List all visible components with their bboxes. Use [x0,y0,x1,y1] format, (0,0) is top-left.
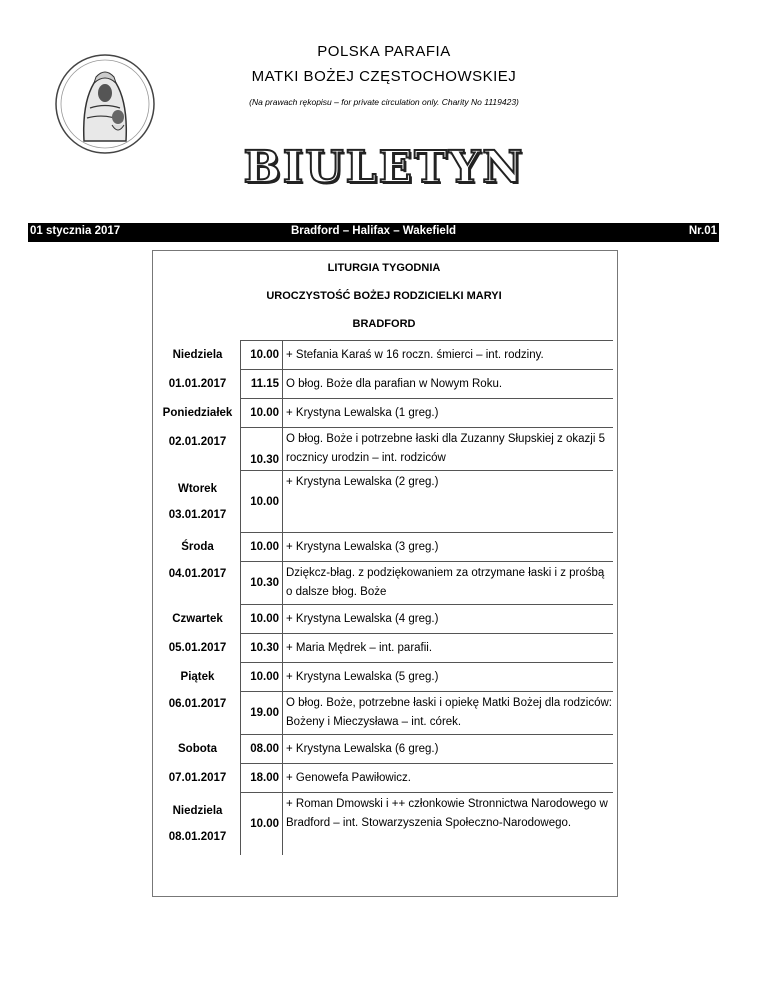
time-cell: 10.00 [241,399,283,428]
intention-cell: + Krystyna Lewalska (6 greg.) [283,735,614,764]
locations: Bradford – Halifax – Wakefield [290,225,457,237]
intention-cell: + Krystyna Lewalska (2 greg.) [283,471,614,533]
intention-cell: O błog. Boże dla parafian w Nowym Roku. [283,370,614,399]
time-cell: 11.15 [241,370,283,399]
day-name: Wtorek [178,482,217,495]
day-date: 03.01.2017 [168,508,227,521]
masthead: BIULETYN [243,142,525,193]
intention-cell: + Krystyna Lewalska (3 greg.) [283,533,614,562]
table-row [155,471,613,533]
time-cell: 10.30 [241,634,283,663]
table-row [155,663,613,692]
day-cell [155,793,241,855]
intention-cell: Dziękcz-błag. z podziękowaniem za otrzymane łaski i z prośbą o dalsze błog. Boże [283,562,614,605]
table-row [155,562,613,605]
intention-cell: + Stefania Karaś w 16 roczn. śmierci – int. rodziny. [283,341,614,370]
table-row [155,793,613,855]
table-row [155,428,613,471]
day-cell: Poniedziałek [162,407,233,419]
day-name: Niedziela [172,804,223,817]
day-cell: Czwartek [172,613,223,625]
day-cell: 02.01.2017 [168,435,227,448]
section-heading: LITURGIA TYGODNIA [327,262,441,274]
info-bar [28,223,719,242]
day-cell: Piątek [180,671,215,683]
time-cell: 10.00 [241,663,283,692]
intention-cell: + Roman Dmowski i ++ członkowie Stronnictwa Narodowego w Bradford – int. Stowarzyszenia Społeczno-Narodowego. [283,793,614,855]
day-cell: 01.01.2017 [168,378,227,390]
intention-cell: O błog. Boże i potrzebne łaski dla Zuzanny Słupskiej z okazji 5 rocznicy urodzin – int. rodziców [283,428,614,471]
parish-title-line2: MATKI BOŻEJ CZĘSTOCHOWSKIEJ [251,68,517,85]
table-row [155,764,613,793]
day-date: 08.01.2017 [168,830,227,843]
issue-date: 01 stycznia 2017 [30,225,121,237]
parish-title-line1: POLSKA PARAFIA [317,43,451,60]
time-cell: 18.00 [241,764,283,793]
day-cell: Sobota [178,743,217,755]
table-row [155,399,613,428]
day-cell: 07.01.2017 [168,772,227,784]
table-row [155,533,613,562]
table-row [155,692,613,735]
time-cell: 10.00 [241,605,283,634]
table-row [155,341,613,370]
intention-cell: + Krystyna Lewalska (5 greg.) [283,663,614,692]
schedule-table [155,340,613,855]
time-cell: 08.00 [241,735,283,764]
table-row [155,370,613,399]
intention-cell: + Krystyna Lewalska (1 greg.) [283,399,614,428]
time-cell: 10.30 [241,428,283,471]
intention-cell: + Genowefa Pawiłowicz. [283,764,614,793]
intention-cell: O błog. Boże, potrzebne łaski i opiekę Matki Bożej dla rodziców: Bożeny i Mieczysława – int. córek. [283,692,614,735]
table-row [155,605,613,634]
time-cell: 10.00 [241,471,283,533]
issue-number: Nr.01 [688,225,717,237]
intention-cell: + Maria Mędrek – int. parafii. [283,634,614,663]
circulation-note: (Na prawach rękopisu – for private circulation only. Charity No 1119423) [249,97,519,107]
place-title: BRADFORD [352,318,416,330]
day-cell: 04.01.2017 [168,567,227,580]
feast-title: UROCZYSTOŚĆ BOŻEJ RODZICIELKI MARYI [266,290,502,302]
time-cell: 19.00 [241,692,283,735]
day-cell: Niedziela [172,349,223,361]
time-cell: 10.30 [241,562,283,605]
time-cell: 10.00 [241,341,283,370]
day-cell: 06.01.2017 [168,697,227,710]
table-row [155,735,613,764]
day-cell [155,471,241,533]
time-cell: 10.00 [241,533,283,562]
day-cell: Środa [181,541,214,553]
intention-cell: + Krystyna Lewalska (4 greg.) [283,605,614,634]
day-cell: 05.01.2017 [168,642,227,654]
time-cell: 10.00 [241,793,283,855]
table-row [155,634,613,663]
